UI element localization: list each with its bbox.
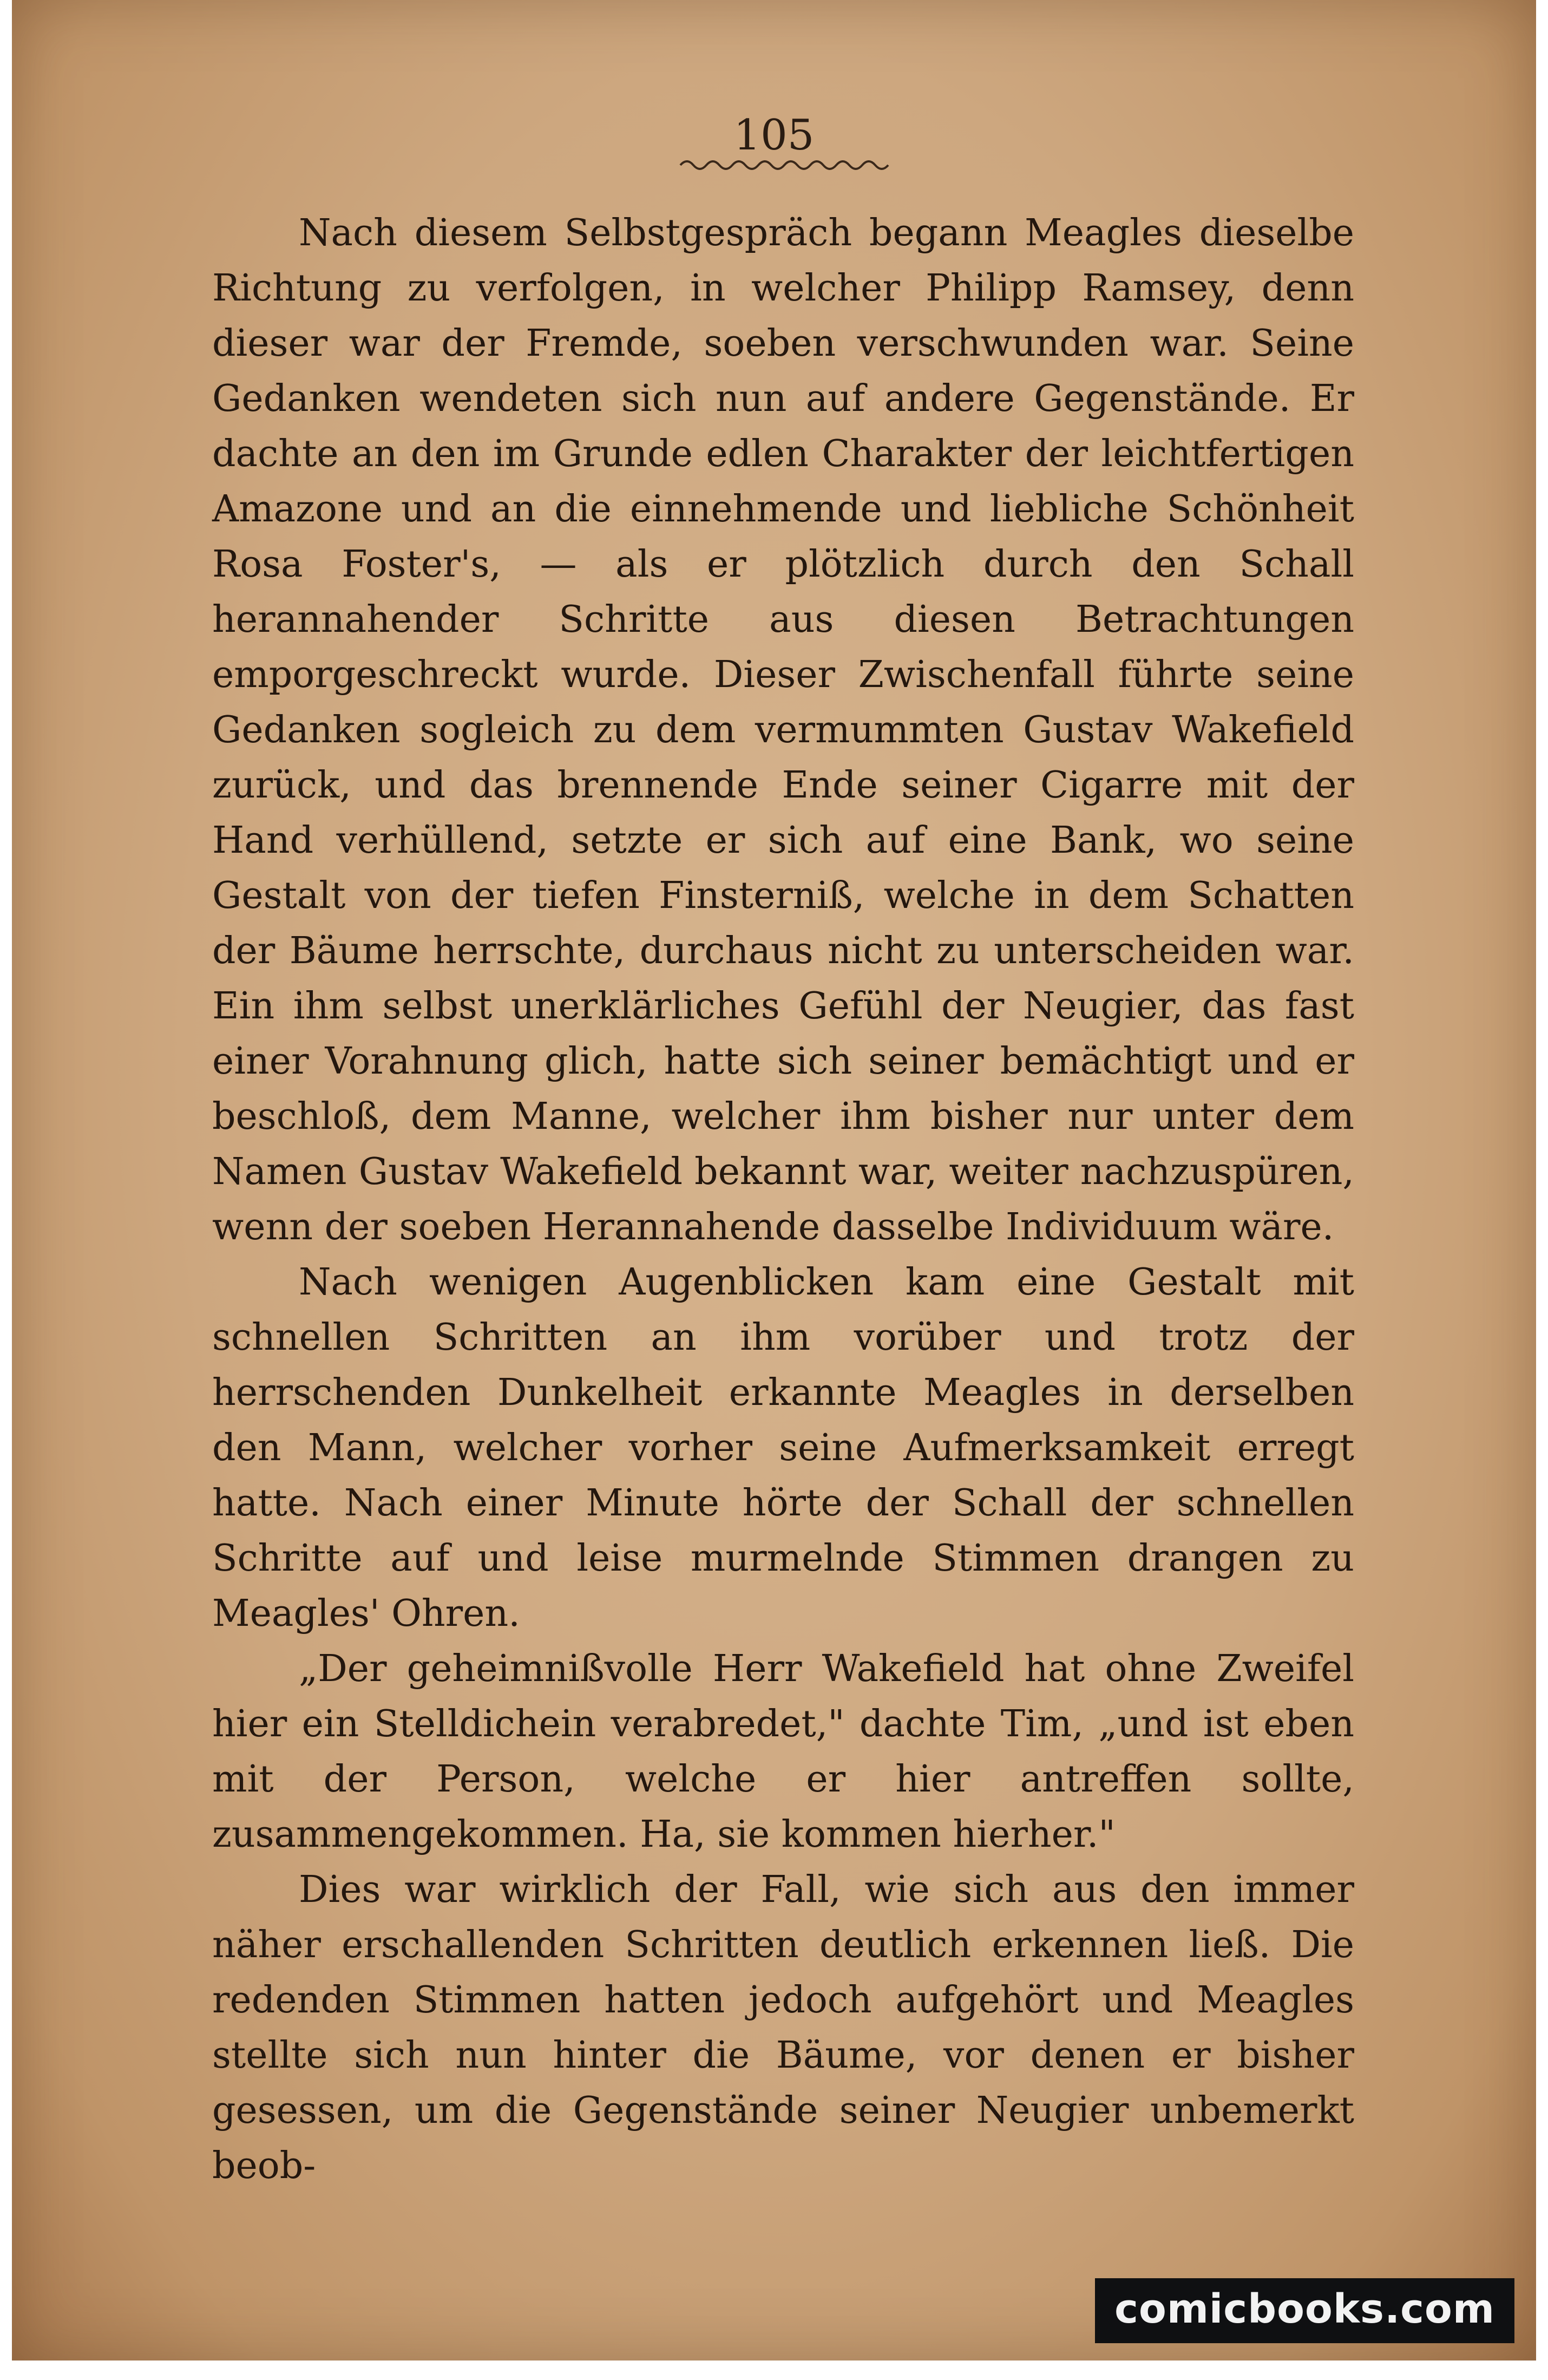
page-number: 105 [733,111,815,160]
wavy-rule-ornament [678,154,894,176]
paragraph: Nach wenigen Augenblicken kam eine Gestalt mit schnellen Schritten an ihm vorüber und trotz der herrschenden Dunkelheit erkannte Meagles in derselben den Mann, welcher vorher seine Aufmerksamkeit erregt hatte. Nach einer Minute hörte der Schall der schnellen Schritte auf und leise murmelnde Stimmen drangen zu Meagles' Ohren. [212,1261,1354,1635]
body-text [212,206,1354,2194]
watermark-logo: comicbooks.com [1095,2278,1514,2343]
paragraph: Dies war wirklich der Fall, wie sich aus den immer näher erschallenden Schritten deutlich erkennen ließ. Die redenden Stimmen hatten jedoch aufgehört und Meagles stellte sich nun hinter die Bäume, vor denen er bisher gesessen, um die Gegenstände seiner Neugier unbemerkt beob- [212,1868,1354,2187]
book-page [12,0,1536,2361]
paragraph: „Der geheimnißvolle Herr Wakefield hat ohne Zweifel hier ein Stelldichein verabredet," dachte Tim, „und ist eben mit der Person, welche er hier antreffen sollte, zusammengekommen. Ha, sie kommen hierher." [212,1647,1354,1856]
paragraph: Nach diesem Selbstgespräch begann Meagles dieselbe Richtung zu verfolgen, in welcher Philipp Ramsey, denn dieser war der Fremde, soeben verschwunden war. Seine Gedanken wendeten sich nun auf andere Gegenstände. Er dachte an den im Grunde edlen Charakter der leichtfertigen Amazone und an die einnehmende und liebliche Schönheit Rosa Foster's, — als er plötzlich durch den Schall herannahender Schritte aus diesen Betrachtungen emporgeschreckt wurde. Dieser Zwischenfall führte seine Gedanken sogleich zu dem vermummten Gustav Wakefield zurück, und das brennende Ende seiner Cigarre mit der Hand verhüllend, setzte er sich auf eine Bank, wo seine Gestalt von der tiefen Finsterniß, welche in dem Schatten der Bäume herrschte, durchaus nicht zu unterscheiden war. Ein ihm selbst unerklärliches Gefühl der Neugier, das fast einer Vorahnung glich, hatte sich seiner bemächtigt und er beschloß, dem Manne, welcher ihm bisher nur unter dem Namen Gustav Wakefield bekannt war, weiter nachzuspüren, wenn der soeben Herannahende dasselbe Individuum wäre. [212,212,1354,1248]
